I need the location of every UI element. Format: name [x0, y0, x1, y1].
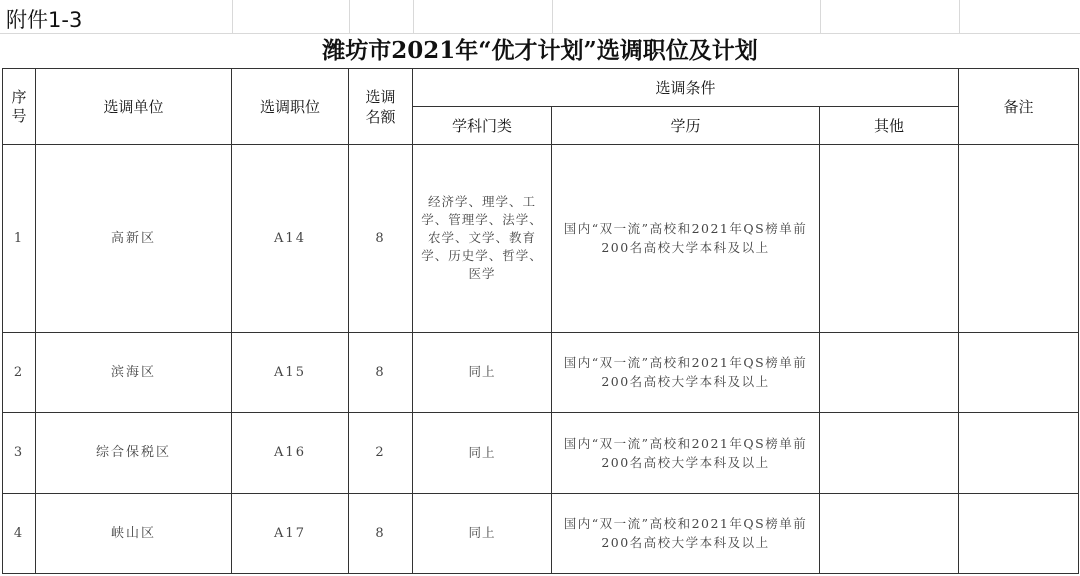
- header-seq: 序号: [3, 69, 36, 145]
- cell-other: [820, 413, 959, 493]
- cell-quota: 2: [349, 413, 413, 493]
- cell-seq: 2: [3, 332, 36, 412]
- header-quota: 选调名额: [349, 69, 413, 145]
- page-title: 潍坊市2021年“优才计划”选调职位及计划: [322, 37, 758, 64]
- cell-education: 国内“双一流”高校和2021年QS榜单前200名高校大学本科及以上: [552, 493, 820, 573]
- cell-other: [820, 332, 959, 412]
- header-conditions: 选调条件: [413, 69, 959, 107]
- table-row: [3, 493, 1079, 573]
- cell-other: [820, 493, 959, 573]
- cell-quota: 8: [349, 332, 413, 412]
- cell-subject: 同上: [413, 493, 552, 573]
- header-position: 选调职位: [232, 69, 349, 145]
- cell-remarks: [959, 332, 1079, 412]
- cell-education: 国内“双一流”高校和2021年QS榜单前200名高校大学本科及以上: [552, 332, 820, 412]
- positions-table: [2, 68, 1079, 574]
- header-unit: 选调单位: [36, 69, 232, 145]
- header-education: 学历: [552, 107, 820, 145]
- cell-other: [820, 145, 959, 333]
- cell-remarks: [959, 493, 1079, 573]
- cell-seq: 1: [3, 145, 36, 333]
- cell-subject: 经济学、理学、工学、管理学、法学、农学、文学、教育学、历史学、哲学、医学: [413, 145, 552, 333]
- header-subject: 学科门类: [413, 107, 552, 145]
- cell-remarks: [959, 413, 1079, 493]
- table-row: [3, 332, 1079, 412]
- cell-position: A14: [232, 145, 349, 333]
- cell-remarks: [959, 145, 1079, 333]
- table-row: [3, 145, 1079, 333]
- cell-unit: 高新区: [36, 145, 232, 333]
- spreadsheet-top-gridlines: [0, 0, 1080, 34]
- cell-quota: 8: [349, 493, 413, 573]
- cell-seq: 4: [3, 493, 36, 573]
- cell-subject: 同上: [413, 413, 552, 493]
- cell-education: 国内“双一流”高校和2021年QS榜单前200名高校大学本科及以上: [552, 413, 820, 493]
- cell-position: A15: [232, 332, 349, 412]
- attachment-label: 附件1-3: [6, 8, 83, 32]
- cell-unit: 峡山区: [36, 493, 232, 573]
- cell-position: A16: [232, 413, 349, 493]
- header-remarks: 备注: [959, 69, 1079, 145]
- cell-seq: 3: [3, 413, 36, 493]
- table-row: [3, 413, 1079, 493]
- cell-position: A17: [232, 493, 349, 573]
- cell-subject: 同上: [413, 332, 552, 412]
- cell-quota: 8: [349, 145, 413, 333]
- header-other: 其他: [820, 107, 959, 145]
- cell-unit: 滨海区: [36, 332, 232, 412]
- cell-unit: 综合保税区: [36, 413, 232, 493]
- cell-education: 国内“双一流”高校和2021年QS榜单前200名高校大学本科及以上: [552, 145, 820, 333]
